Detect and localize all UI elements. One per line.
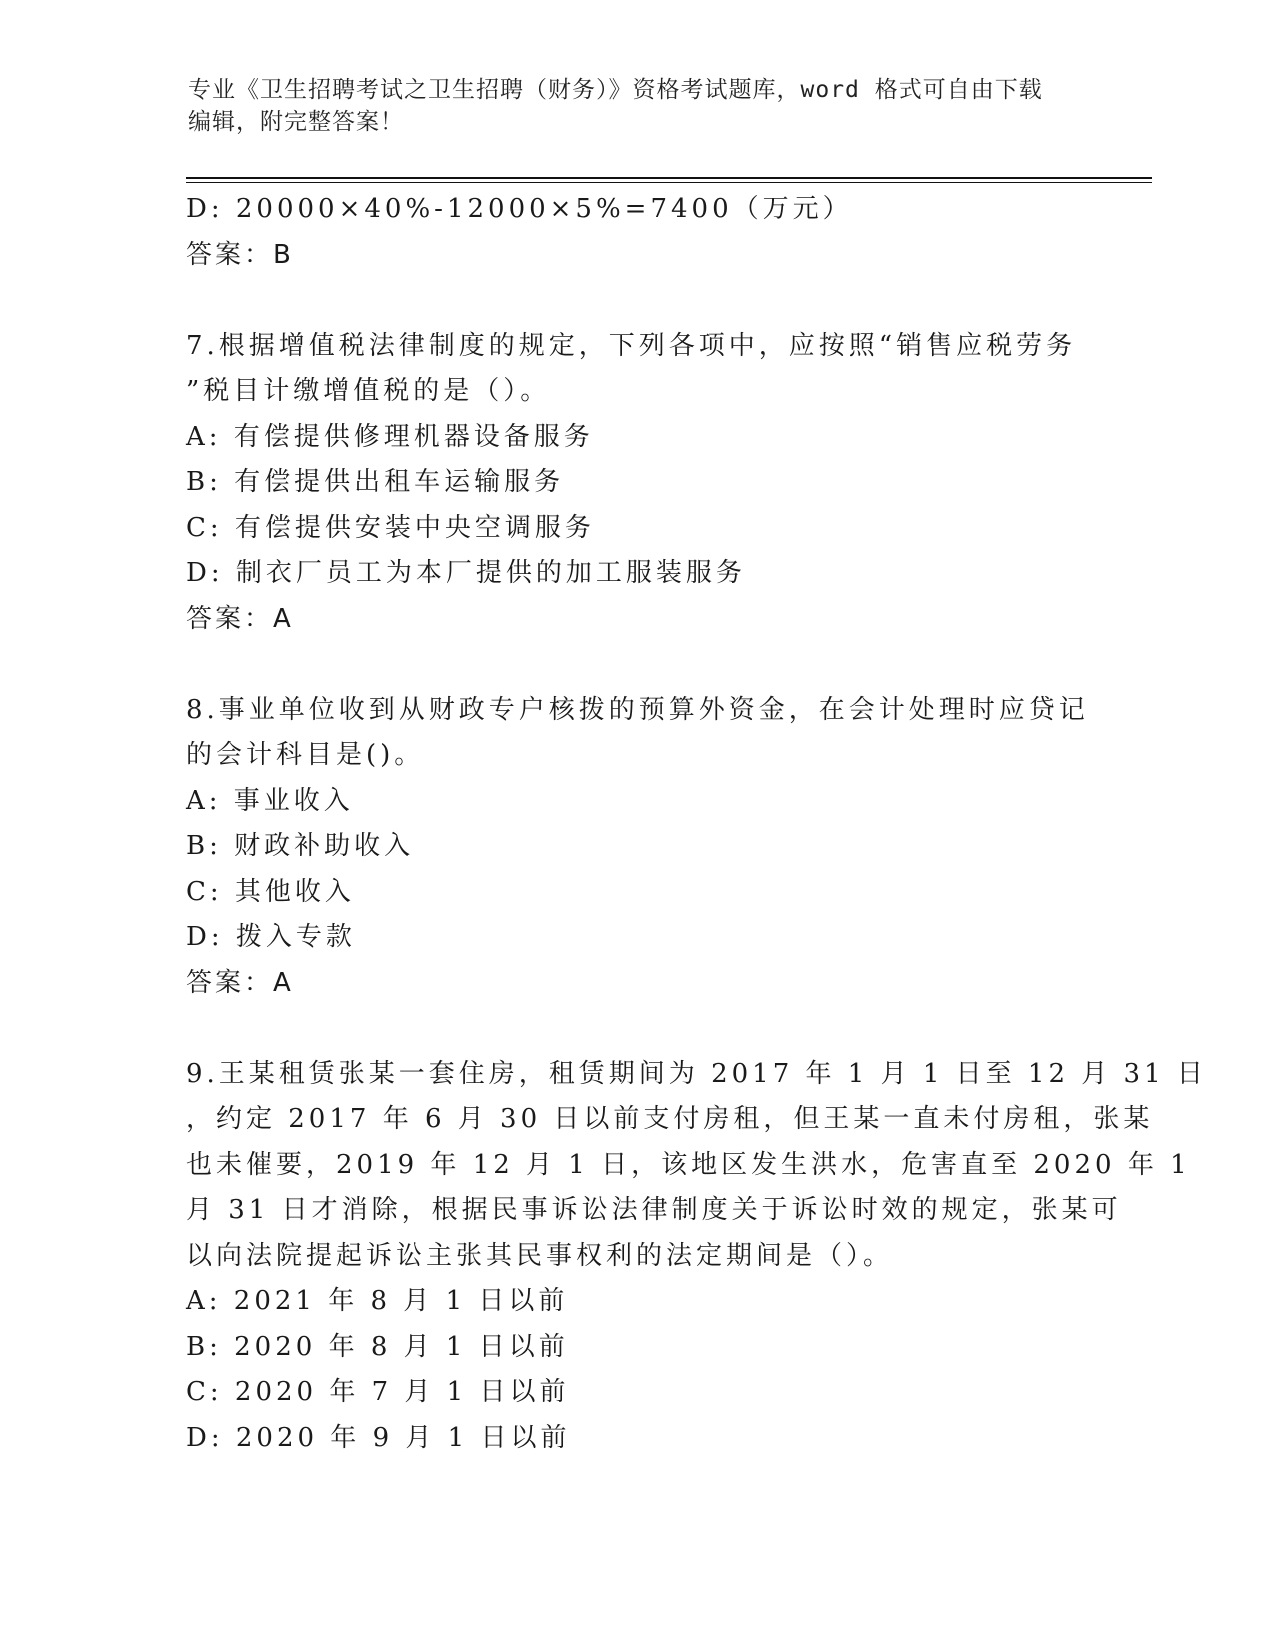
option-b: B: 财政补助收入 — [186, 831, 415, 861]
question-stem-line: 以向法院提起诉讼主张其民事权利的法定期间是（）。 — [186, 1240, 894, 1271]
option-d: D: 2020 年 9 月 1 日以前 — [186, 1422, 571, 1453]
option-d: D: 制衣厂员工为本厂提供的加工服装服务 — [186, 558, 746, 588]
question-8 — [186, 688, 1089, 1007]
question-9 — [186, 1052, 1207, 1462]
header-line-2: 编辑，附完整答案！ — [188, 109, 404, 135]
option-b: B: 有偿提供出租车运输服务 — [186, 467, 565, 497]
option-b: B: 2020 年 8 月 1 日以前 — [186, 1331, 569, 1362]
header-divider-thin — [186, 182, 1152, 183]
spacer — [186, 278, 1086, 324]
answer: 答案：A — [186, 603, 294, 634]
question-7 — [186, 324, 1086, 643]
question-stem-line: 9.王某租赁张某一套住房，租赁期间为 2017 年 1 月 1 日至 12 月 31 日 — [186, 1058, 1207, 1089]
question-stem-line: ”税目计缴增值税的是（）。 — [186, 376, 551, 406]
question-stem-line: ，约定 2017 年 6 月 30 日以前支付房租，但王某一直未付房租，张某 — [186, 1104, 1154, 1134]
document-header — [188, 74, 1088, 138]
spacer — [186, 1006, 1086, 1052]
question-stem-line: 月 31 日才消除，根据民事诉讼法律制度关于诉讼时效的规定，张某可 — [186, 1195, 1122, 1225]
option-c: C: 有偿提供安装中央空调服务 — [186, 512, 595, 543]
option-c: C: 其他收入 — [186, 876, 355, 907]
question-stem-line: 7.根据增值税法律制度的规定，下列各项中，应按照“销售应税劳务 — [186, 330, 1077, 361]
spacer — [186, 642, 1086, 688]
answer: 答案：A — [186, 967, 294, 998]
header-line-1: 专业《卫生招聘考试之卫生招聘（财务）》资格考试题库，word 格式可自由下载 — [188, 77, 1043, 103]
option-a: A: 有偿提供修理机器设备服务 — [186, 421, 594, 452]
question-stem-line: 的会计科目是()。 — [186, 740, 425, 770]
option-a: A: 事业收入 — [186, 785, 354, 816]
question-stem-line: 8.事业单位收到从财政专户核拨的预算外资金，在会计处理时应贷记 — [186, 694, 1089, 725]
question-stem-line: 也未催要，2019 年 12 月 1 日，该地区发生洪水，危害直至 2020 年 1 — [186, 1149, 1191, 1180]
option-a: A: 2021 年 8 月 1 日以前 — [186, 1286, 569, 1316]
header-divider-thick — [186, 177, 1152, 179]
prev-option-d: D: 20000×40%-12000×5%=7400（万元） — [186, 194, 853, 224]
prev-answer: 答案：B — [186, 239, 294, 270]
question-content — [186, 187, 1207, 1461]
option-c: C: 2020 年 7 月 1 日以前 — [186, 1377, 570, 1407]
option-d: D: 拨入专款 — [186, 922, 356, 952]
